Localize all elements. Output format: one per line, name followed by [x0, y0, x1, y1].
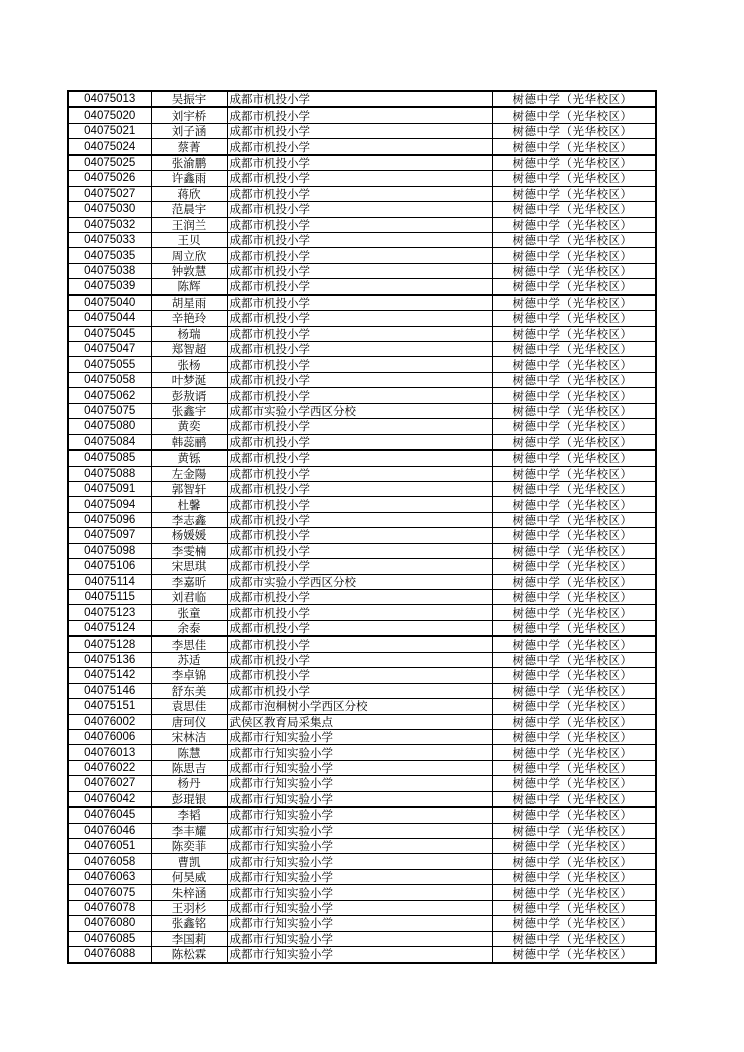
- table-row: [68, 186, 656, 201]
- table-row: [68, 543, 656, 558]
- admitted-school-cell: 树德中学（光华校区）: [492, 155, 656, 171]
- origin-school-cell: 成都市机投小学: [227, 232, 492, 247]
- student-name-cell: 张鑫宇: [151, 403, 227, 418]
- admitted-school-cell: 树德中学（光华校区）: [492, 388, 656, 403]
- student-id-cell: 04075123: [68, 605, 151, 620]
- student-name-cell: 杜馨: [151, 497, 227, 512]
- admitted-school-cell: 树德中学（光华校区）: [492, 652, 656, 667]
- table-row: [68, 217, 656, 232]
- table-row: [68, 357, 656, 372]
- student-id-cell: 04076080: [68, 916, 151, 931]
- admitted-school-cell: 树德中学（光华校区）: [492, 342, 656, 357]
- table-row: [68, 605, 656, 620]
- student-name-cell: 钟敦慧: [151, 263, 227, 278]
- student-id-cell: 04075094: [68, 497, 151, 512]
- table-row: [68, 171, 656, 186]
- admitted-school-cell: 树德中学（光华校区）: [492, 528, 656, 543]
- admitted-school-cell: 树德中学（光华校区）: [492, 186, 656, 201]
- origin-school-cell: 成都市机投小学: [227, 295, 492, 311]
- admitted-school-cell: 树德中学（光华校区）: [492, 620, 656, 636]
- origin-school-cell: 成都市机投小学: [227, 139, 492, 155]
- student-id-cell: 04075142: [68, 668, 151, 683]
- student-name-cell: 杨瑞: [151, 326, 227, 341]
- student-name-cell: 杨丹: [151, 776, 227, 791]
- table-row: [68, 279, 656, 295]
- origin-school-cell: 成都市实验小学西区分校: [227, 574, 492, 589]
- student-id-cell: 04075045: [68, 326, 151, 341]
- admitted-school-cell: 树德中学（光华校区）: [492, 248, 656, 263]
- student-name-cell: 李志鑫: [151, 512, 227, 527]
- student-id-cell: 04075032: [68, 217, 151, 232]
- origin-school-cell: 成都市机投小学: [227, 388, 492, 403]
- origin-school-cell: 成都市机投小学: [227, 123, 492, 138]
- origin-school-cell: 成都市行知实验小学: [227, 869, 492, 884]
- table-row: [68, 232, 656, 247]
- table-row: [68, 512, 656, 527]
- student-name-cell: 张杨: [151, 357, 227, 372]
- student-name-cell: 韩蕊鹂: [151, 434, 227, 450]
- table-row: [68, 854, 656, 869]
- admitted-school-cell: 树德中学（光华校区）: [492, 512, 656, 527]
- student-id-cell: 04076078: [68, 900, 151, 915]
- origin-school-cell: 成都市机投小学: [227, 543, 492, 558]
- student-id-cell: 04075097: [68, 528, 151, 543]
- admitted-school-cell: 树德中学（光华校区）: [492, 311, 656, 326]
- table-row: [68, 839, 656, 854]
- student-id-cell: 04075040: [68, 295, 151, 311]
- student-name-cell: 李韬: [151, 807, 227, 823]
- admitted-school-cell: 树德中学（光华校区）: [492, 202, 656, 217]
- student-id-cell: 04075128: [68, 636, 151, 652]
- student-name-cell: 叶梦涎: [151, 372, 227, 387]
- table-row: [68, 419, 656, 434]
- student-name-cell: 舒东美: [151, 683, 227, 698]
- admitted-school-cell: 树德中学（光华校区）: [492, 543, 656, 558]
- table-row: [68, 202, 656, 217]
- table-row: [68, 931, 656, 946]
- student-name-cell: 彭敖谞: [151, 388, 227, 403]
- table-row: [68, 403, 656, 418]
- student-name-cell: 王贝: [151, 232, 227, 247]
- student-id-cell: 04075039: [68, 279, 151, 295]
- table-row: [68, 636, 656, 652]
- student-name-cell: 曹凯: [151, 854, 227, 869]
- student-name-cell: 何昊威: [151, 869, 227, 884]
- origin-school-cell: 成都市行知实验小学: [227, 885, 492, 900]
- student-name-cell: 苏适: [151, 652, 227, 667]
- student-id-cell: 04075035: [68, 248, 151, 263]
- admitted-school-cell: 树德中学（光华校区）: [492, 760, 656, 775]
- student-name-cell: 陈思吉: [151, 760, 227, 775]
- table-row: [68, 123, 656, 138]
- student-name-cell: 宋思琪: [151, 559, 227, 574]
- origin-school-cell: 成都市机投小学: [227, 683, 492, 698]
- origin-school-cell: 成都市机投小学: [227, 155, 492, 171]
- admitted-school-cell: 树德中学（光华校区）: [492, 947, 656, 963]
- student-name-cell: 辛艳玲: [151, 311, 227, 326]
- origin-school-cell: 成都市机投小学: [227, 497, 492, 512]
- student-name-cell: 李雯楠: [151, 543, 227, 558]
- table-row: [68, 248, 656, 263]
- student-name-cell: 宋林洁: [151, 729, 227, 744]
- admitted-school-cell: 树德中学（光华校区）: [492, 419, 656, 434]
- table-row: [68, 559, 656, 574]
- student-name-cell: 彭琨银: [151, 791, 227, 807]
- student-id-cell: 04075020: [68, 107, 151, 123]
- origin-school-cell: 成都市机投小学: [227, 620, 492, 636]
- student-id-cell: 04075088: [68, 466, 151, 481]
- student-id-cell: 04075151: [68, 699, 151, 714]
- admitted-school-cell: 树德中学（光华校区）: [492, 791, 656, 807]
- student-id-cell: 04075096: [68, 512, 151, 527]
- table-row: [68, 760, 656, 775]
- origin-school-cell: 成都市行知实验小学: [227, 900, 492, 915]
- admitted-school-cell: 树德中学（光华校区）: [492, 869, 656, 884]
- student-name-cell: 蔡菁: [151, 139, 227, 155]
- origin-school-cell: 成都市机投小学: [227, 311, 492, 326]
- student-id-cell: 04076042: [68, 791, 151, 807]
- table-row: [68, 528, 656, 543]
- table-row: [68, 295, 656, 311]
- student-name-cell: 吴振宇: [151, 91, 227, 107]
- origin-school-cell: 武侯区教育局采集点: [227, 714, 492, 729]
- table-row: [68, 590, 656, 605]
- student-name-cell: 刘宇桥: [151, 107, 227, 123]
- origin-school-cell: 成都市行知实验小学: [227, 854, 492, 869]
- origin-school-cell: 成都市行知实验小学: [227, 807, 492, 823]
- table-row: [68, 155, 656, 171]
- student-id-cell: 04075055: [68, 357, 151, 372]
- student-name-cell: 范晨宇: [151, 202, 227, 217]
- table-row: [68, 823, 656, 838]
- table-row: [68, 450, 656, 466]
- origin-school-cell: 成都市机投小学: [227, 171, 492, 186]
- origin-school-cell: 成都市机投小学: [227, 668, 492, 683]
- origin-school-cell: 成都市机投小学: [227, 481, 492, 496]
- origin-school-cell: 成都市机投小学: [227, 202, 492, 217]
- table-row: [68, 466, 656, 481]
- student-name-cell: 李卓锦: [151, 668, 227, 683]
- origin-school-cell: 成都市机投小学: [227, 248, 492, 263]
- student-name-cell: 左金陽: [151, 466, 227, 481]
- admitted-school-cell: 树德中学（光华校区）: [492, 466, 656, 481]
- origin-school-cell: 成都市行知实验小学: [227, 916, 492, 931]
- student-name-cell: 王润兰: [151, 217, 227, 232]
- admitted-school-cell: 树德中学（光华校区）: [492, 91, 656, 107]
- student-name-cell: 周立欣: [151, 248, 227, 263]
- table-row: [68, 388, 656, 403]
- origin-school-cell: 成都市机投小学: [227, 263, 492, 278]
- student-id-cell: 04075085: [68, 450, 151, 466]
- admitted-school-cell: 树德中学（光华校区）: [492, 931, 656, 946]
- admitted-school-cell: 树德中学（光华校区）: [492, 776, 656, 791]
- admitted-school-cell: 树德中学（光华校区）: [492, 574, 656, 589]
- admission-table-body: [68, 91, 656, 963]
- student-id-cell: 04075075: [68, 403, 151, 418]
- student-name-cell: 刘子涵: [151, 123, 227, 138]
- table-row: [68, 900, 656, 915]
- admitted-school-cell: 树德中学（光华校区）: [492, 729, 656, 744]
- admitted-school-cell: 树德中学（光华校区）: [492, 823, 656, 838]
- admitted-school-cell: 树德中学（光华校区）: [492, 279, 656, 295]
- student-id-cell: 04075106: [68, 559, 151, 574]
- student-name-cell: 胡星雨: [151, 295, 227, 311]
- admitted-school-cell: 树德中学（光华校区）: [492, 745, 656, 760]
- student-name-cell: 陈慧: [151, 745, 227, 760]
- student-id-cell: 04076058: [68, 854, 151, 869]
- origin-school-cell: 成都市泡桐树小学西区分校: [227, 699, 492, 714]
- admitted-school-cell: 树德中学（光华校区）: [492, 263, 656, 278]
- admitted-school-cell: 树德中学（光华校区）: [492, 916, 656, 931]
- student-id-cell: 04075098: [68, 543, 151, 558]
- student-id-cell: 04075030: [68, 202, 151, 217]
- student-name-cell: 郭智轩: [151, 481, 227, 496]
- student-id-cell: 04076085: [68, 931, 151, 946]
- table-row: [68, 714, 656, 729]
- student-name-cell: 李丰耀: [151, 823, 227, 838]
- table-row: [68, 574, 656, 589]
- student-name-cell: 李嘉昕: [151, 574, 227, 589]
- table-row: [68, 139, 656, 155]
- admitted-school-cell: 树德中学（光华校区）: [492, 714, 656, 729]
- student-name-cell: 李思佳: [151, 636, 227, 652]
- origin-school-cell: 成都市行知实验小学: [227, 931, 492, 946]
- origin-school-cell: 成都市机投小学: [227, 419, 492, 434]
- admitted-school-cell: 树德中学（光华校区）: [492, 636, 656, 652]
- origin-school-cell: 成都市机投小学: [227, 636, 492, 652]
- student-name-cell: 陈辉: [151, 279, 227, 295]
- origin-school-cell: 成都市机投小学: [227, 372, 492, 387]
- student-name-cell: 张渝鹏: [151, 155, 227, 171]
- origin-school-cell: 成都市行知实验小学: [227, 839, 492, 854]
- student-id-cell: 04075025: [68, 155, 151, 171]
- table-row: [68, 497, 656, 512]
- student-id-cell: 04075021: [68, 123, 151, 138]
- table-row: [68, 776, 656, 791]
- origin-school-cell: 成都市行知实验小学: [227, 729, 492, 744]
- origin-school-cell: 成都市行知实验小学: [227, 760, 492, 775]
- student-id-cell: 04075124: [68, 620, 151, 636]
- student-name-cell: 朱梓涵: [151, 885, 227, 900]
- table-row: [68, 668, 656, 683]
- origin-school-cell: 成都市行知实验小学: [227, 791, 492, 807]
- origin-school-cell: 成都市机投小学: [227, 342, 492, 357]
- student-id-cell: 04076075: [68, 885, 151, 900]
- student-name-cell: 刘君临: [151, 590, 227, 605]
- origin-school-cell: 成都市行知实验小学: [227, 947, 492, 963]
- admitted-school-cell: 树德中学（光华校区）: [492, 295, 656, 311]
- student-id-cell: 04075146: [68, 683, 151, 698]
- student-id-cell: 04076051: [68, 839, 151, 854]
- admitted-school-cell: 树德中学（光华校区）: [492, 699, 656, 714]
- table-row: [68, 481, 656, 496]
- table-row: [68, 947, 656, 963]
- student-name-cell: 黄铄: [151, 450, 227, 466]
- origin-school-cell: 成都市行知实验小学: [227, 745, 492, 760]
- student-id-cell: 04075038: [68, 263, 151, 278]
- origin-school-cell: 成都市行知实验小学: [227, 776, 492, 791]
- admitted-school-cell: 树德中学（光华校区）: [492, 217, 656, 232]
- admitted-school-cell: 树德中学（光华校区）: [492, 403, 656, 418]
- student-id-cell: 04076063: [68, 869, 151, 884]
- student-name-cell: 黄奕: [151, 419, 227, 434]
- student-id-cell: 04076046: [68, 823, 151, 838]
- student-id-cell: 04075026: [68, 171, 151, 186]
- student-name-cell: 余泰: [151, 620, 227, 636]
- table-row: [68, 683, 656, 698]
- student-id-cell: 04075027: [68, 186, 151, 201]
- admitted-school-cell: 树德中学（光华校区）: [492, 326, 656, 341]
- admitted-school-cell: 树德中学（光华校区）: [492, 590, 656, 605]
- admitted-school-cell: 树德中学（光华校区）: [492, 839, 656, 854]
- origin-school-cell: 成都市机投小学: [227, 605, 492, 620]
- admitted-school-cell: 树德中学（光华校区）: [492, 559, 656, 574]
- table-row: [68, 652, 656, 667]
- student-name-cell: 陈松霖: [151, 947, 227, 963]
- student-id-cell: 04076088: [68, 947, 151, 963]
- student-id-cell: 04075136: [68, 652, 151, 667]
- student-id-cell: 04075115: [68, 590, 151, 605]
- origin-school-cell: 成都市行知实验小学: [227, 823, 492, 838]
- admitted-school-cell: 树德中学（光华校区）: [492, 139, 656, 155]
- table-row: [68, 326, 656, 341]
- origin-school-cell: 成都市机投小学: [227, 450, 492, 466]
- student-id-cell: 04076045: [68, 807, 151, 823]
- admitted-school-cell: 树德中学（光华校区）: [492, 372, 656, 387]
- table-row: [68, 745, 656, 760]
- student-id-cell: 04075114: [68, 574, 151, 589]
- table-row: [68, 869, 656, 884]
- admitted-school-cell: 树德中学（光华校区）: [492, 807, 656, 823]
- student-id-cell: 04075033: [68, 232, 151, 247]
- admitted-school-cell: 树德中学（光华校区）: [492, 171, 656, 186]
- table-row: [68, 342, 656, 357]
- admitted-school-cell: 树德中学（光华校区）: [492, 885, 656, 900]
- origin-school-cell: 成都市机投小学: [227, 217, 492, 232]
- student-name-cell: 蒋欣: [151, 186, 227, 201]
- admitted-school-cell: 树德中学（光华校区）: [492, 900, 656, 915]
- admitted-school-cell: 树德中学（光华校区）: [492, 123, 656, 138]
- table-row: [68, 107, 656, 123]
- student-id-cell: 04076013: [68, 745, 151, 760]
- student-name-cell: 陈奕菲: [151, 839, 227, 854]
- table-row: [68, 885, 656, 900]
- admitted-school-cell: 树德中学（光华校区）: [492, 232, 656, 247]
- student-id-cell: 04076022: [68, 760, 151, 775]
- table-row: [68, 791, 656, 807]
- student-id-cell: 04075084: [68, 434, 151, 450]
- student-name-cell: 李国莉: [151, 931, 227, 946]
- table-row: [68, 729, 656, 744]
- origin-school-cell: 成都市机投小学: [227, 279, 492, 295]
- student-id-cell: 04076006: [68, 729, 151, 744]
- student-id-cell: 04075024: [68, 139, 151, 155]
- student-name-cell: 许鑫雨: [151, 171, 227, 186]
- student-name-cell: 杨媛媛: [151, 528, 227, 543]
- origin-school-cell: 成都市机投小学: [227, 434, 492, 450]
- student-name-cell: 王羽杉: [151, 900, 227, 915]
- admitted-school-cell: 树德中学（光华校区）: [492, 107, 656, 123]
- student-id-cell: 04075044: [68, 311, 151, 326]
- admitted-school-cell: 树德中学（光华校区）: [492, 357, 656, 372]
- student-name-cell: 唐珂仪: [151, 714, 227, 729]
- admitted-school-cell: 树德中学（光华校区）: [492, 605, 656, 620]
- table-row: [68, 372, 656, 387]
- table-row: [68, 699, 656, 714]
- student-id-cell: 04076027: [68, 776, 151, 791]
- origin-school-cell: 成都市机投小学: [227, 512, 492, 527]
- origin-school-cell: 成都市机投小学: [227, 590, 492, 605]
- student-id-cell: 04075058: [68, 372, 151, 387]
- admitted-school-cell: 树德中学（光华校区）: [492, 450, 656, 466]
- table-row: [68, 311, 656, 326]
- admitted-school-cell: 树德中学（光华校区）: [492, 668, 656, 683]
- table-row: [68, 263, 656, 278]
- origin-school-cell: 成都市机投小学: [227, 559, 492, 574]
- admitted-school-cell: 树德中学（光华校区）: [492, 481, 656, 496]
- admitted-school-cell: 树德中学（光华校区）: [492, 497, 656, 512]
- origin-school-cell: 成都市机投小学: [227, 326, 492, 341]
- student-id-cell: 04076002: [68, 714, 151, 729]
- origin-school-cell: 成都市机投小学: [227, 528, 492, 543]
- admitted-school-cell: 树德中学（光华校区）: [492, 854, 656, 869]
- origin-school-cell: 成都市机投小学: [227, 466, 492, 481]
- admitted-school-cell: 树德中学（光华校区）: [492, 683, 656, 698]
- table-row: [68, 620, 656, 636]
- student-id-cell: 04075062: [68, 388, 151, 403]
- student-name-cell: 张鑫铭: [151, 916, 227, 931]
- origin-school-cell: 成都市实验小学西区分校: [227, 403, 492, 418]
- origin-school-cell: 成都市机投小学: [227, 357, 492, 372]
- student-id-cell: 04075047: [68, 342, 151, 357]
- student-id-cell: 04075080: [68, 419, 151, 434]
- student-name-cell: 张童: [151, 605, 227, 620]
- table-row: [68, 807, 656, 823]
- table-row: [68, 916, 656, 931]
- student-name-cell: 郑智超: [151, 342, 227, 357]
- origin-school-cell: 成都市机投小学: [227, 652, 492, 667]
- student-name-cell: 袁思佳: [151, 699, 227, 714]
- student-id-cell: 04075013: [68, 91, 151, 107]
- admitted-school-cell: 树德中学（光华校区）: [492, 434, 656, 450]
- origin-school-cell: 成都市机投小学: [227, 107, 492, 123]
- origin-school-cell: 成都市机投小学: [227, 91, 492, 107]
- student-id-cell: 04075091: [68, 481, 151, 496]
- origin-school-cell: 成都市机投小学: [227, 186, 492, 201]
- table-row: [68, 91, 656, 107]
- table-row: [68, 434, 656, 450]
- admission-table: [67, 90, 657, 964]
